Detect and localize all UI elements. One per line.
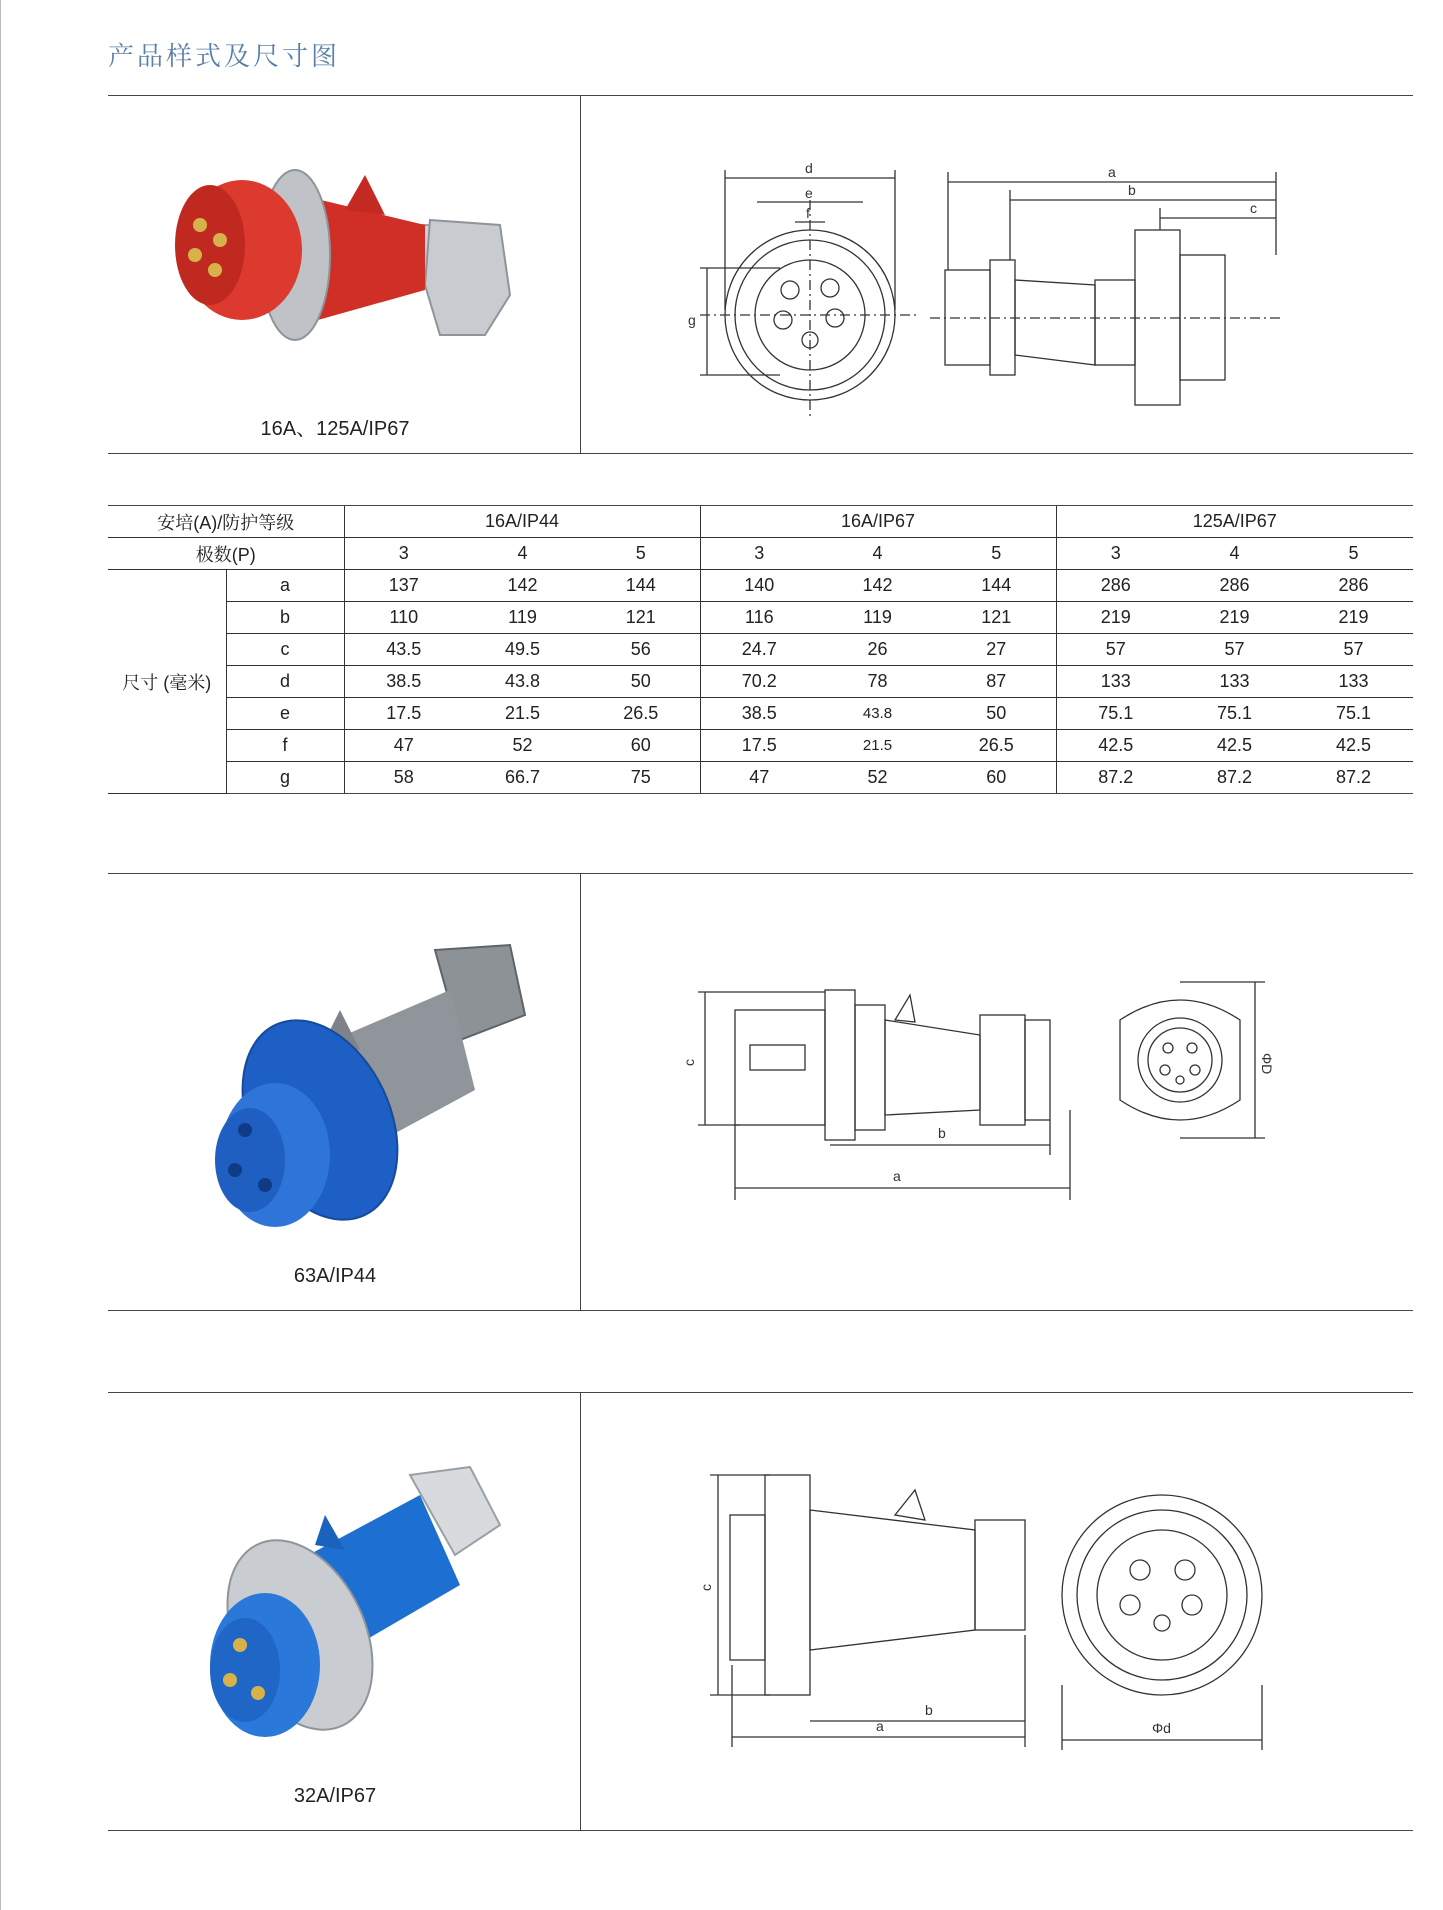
drawing-16a-125a xyxy=(680,160,1320,420)
drawing-63a xyxy=(680,960,1320,1210)
table-cell: 42.5 xyxy=(1056,730,1175,762)
poles-label: 极数(P) xyxy=(108,538,344,570)
table-cell: 50 xyxy=(582,666,700,698)
group-header: 16A/IP44 xyxy=(344,506,700,538)
row-key: d xyxy=(226,666,344,698)
pole-count: 5 xyxy=(582,538,700,570)
table-cell: 21.5 xyxy=(463,698,582,730)
table-cell: 119 xyxy=(818,602,937,634)
table-cell: 57 xyxy=(1175,634,1294,666)
table-cell: 52 xyxy=(463,730,582,762)
table-cell: 27 xyxy=(937,634,1056,666)
table-cell: 47 xyxy=(700,762,818,794)
section-1-top-rule xyxy=(108,95,1413,96)
table-row xyxy=(108,698,1413,730)
table-cell: 52 xyxy=(818,762,937,794)
dim-g-label: g xyxy=(688,312,696,328)
table-cell: 119 xyxy=(463,602,582,634)
table-header-row xyxy=(108,506,1413,538)
table-cell: 286 xyxy=(1175,570,1294,602)
table-cell: 75.1 xyxy=(1056,698,1175,730)
dim-a-label: a xyxy=(893,1168,901,1184)
red-plug-photo xyxy=(150,155,520,365)
dim-a-label: a xyxy=(876,1718,884,1734)
dim-b-label: b xyxy=(938,1125,946,1141)
table-cell: 133 xyxy=(1294,666,1413,698)
table-cell: 57 xyxy=(1056,634,1175,666)
table-cell: 56 xyxy=(582,634,700,666)
header-label: 安培(A)/防护等级 xyxy=(108,506,344,538)
table-cell: 17.5 xyxy=(344,698,463,730)
table-cell: 87.2 xyxy=(1175,762,1294,794)
section-1-divider xyxy=(580,95,581,453)
table-cell: 286 xyxy=(1294,570,1413,602)
table-cell: 60 xyxy=(937,762,1056,794)
table-cell: 17.5 xyxy=(700,730,818,762)
table-row xyxy=(108,762,1413,794)
table-cell: 142 xyxy=(818,570,937,602)
group-header: 16A/IP67 xyxy=(700,506,1056,538)
section-3-top-rule xyxy=(108,1392,1413,1393)
row-key: g xyxy=(226,762,344,794)
dim-c-label: c xyxy=(681,1059,697,1066)
table-row xyxy=(108,634,1413,666)
table-row xyxy=(108,570,1413,602)
table-cell: 47 xyxy=(344,730,463,762)
group-header: 125A/IP67 xyxy=(1056,506,1413,538)
dim-f-label: f xyxy=(806,205,810,221)
pole-count: 4 xyxy=(818,538,937,570)
table-row xyxy=(108,730,1413,762)
table-cell: 42.5 xyxy=(1294,730,1413,762)
section-1-bottom-rule xyxy=(108,453,1413,454)
table-cell: 43.8 xyxy=(818,698,937,730)
table-cell: 110 xyxy=(344,602,463,634)
drawing-32a xyxy=(670,1465,1320,1755)
table-row xyxy=(108,666,1413,698)
table-cell: 219 xyxy=(1294,602,1413,634)
dim-c-label: c xyxy=(1250,200,1257,216)
table-cell: 75.1 xyxy=(1175,698,1294,730)
table-cell: 38.5 xyxy=(344,666,463,698)
table-cell: 121 xyxy=(582,602,700,634)
table-cell: 219 xyxy=(1056,602,1175,634)
table-cell: 26.5 xyxy=(937,730,1056,762)
table-cell: 38.5 xyxy=(700,698,818,730)
table-cell: 42.5 xyxy=(1175,730,1294,762)
table-cell: 286 xyxy=(1056,570,1175,602)
pole-count: 3 xyxy=(1056,538,1175,570)
page-edge xyxy=(0,0,1,1910)
table-cell: 219 xyxy=(1175,602,1294,634)
pole-count: 5 xyxy=(1294,538,1413,570)
table-cell: 50 xyxy=(937,698,1056,730)
section-2-divider xyxy=(580,873,581,1310)
section-3-caption: 32A/IP67 xyxy=(293,1785,377,1807)
table-cell: 87 xyxy=(937,666,1056,698)
row-key: e xyxy=(226,698,344,730)
table-cell: 78 xyxy=(818,666,937,698)
table-cell: 43.8 xyxy=(463,666,582,698)
table-cell: 75 xyxy=(582,762,700,794)
table-cell: 116 xyxy=(700,602,818,634)
table-cell: 75.1 xyxy=(1294,698,1413,730)
pole-count: 4 xyxy=(1175,538,1294,570)
section-3-divider xyxy=(580,1392,581,1830)
blue-plug-32a-photo xyxy=(170,1455,510,1765)
section-3-bottom-rule xyxy=(108,1830,1413,1831)
dim-a-label: a xyxy=(1108,164,1116,180)
dim-label: 尺寸 (毫米) xyxy=(108,570,226,794)
section-2-caption: 63A/IP44 xyxy=(293,1265,377,1287)
section-2-top-rule xyxy=(108,873,1413,874)
section-2-bottom-rule xyxy=(108,1310,1413,1311)
row-key: f xyxy=(226,730,344,762)
table-cell: 133 xyxy=(1056,666,1175,698)
table-cell: 140 xyxy=(700,570,818,602)
table-cell: 58 xyxy=(344,762,463,794)
dimension-table xyxy=(108,505,1413,794)
table-cell: 49.5 xyxy=(463,634,582,666)
dim-b-label: b xyxy=(1128,182,1136,198)
row-key: c xyxy=(226,634,344,666)
table-cell: 24.7 xyxy=(700,634,818,666)
pole-count: 5 xyxy=(937,538,1056,570)
table-cell: 137 xyxy=(344,570,463,602)
table-cell: 26 xyxy=(818,634,937,666)
row-key: b xyxy=(226,602,344,634)
table-cell: 144 xyxy=(937,570,1056,602)
table-cell: 142 xyxy=(463,570,582,602)
poles-row xyxy=(108,538,1413,570)
section-1-caption: 16A、125A/IP67 xyxy=(260,418,410,440)
blue-plug-63a-photo xyxy=(170,930,540,1250)
table-cell: 26.5 xyxy=(582,698,700,730)
table-cell: 87.2 xyxy=(1056,762,1175,794)
table-cell: 70.2 xyxy=(700,666,818,698)
table-cell: 87.2 xyxy=(1294,762,1413,794)
pole-count: 3 xyxy=(700,538,818,570)
page-title: 产品样式及尺寸图 xyxy=(108,42,341,72)
table-cell: 43.5 xyxy=(344,634,463,666)
dim-phid-label: ΦD xyxy=(1259,1053,1275,1075)
table-row xyxy=(108,602,1413,634)
table-cell: 60 xyxy=(582,730,700,762)
dim-c-label: c xyxy=(698,1584,714,1591)
dim-b-label: b xyxy=(925,1702,933,1718)
table-cell: 57 xyxy=(1294,634,1413,666)
table-cell: 21.5 xyxy=(818,730,937,762)
table-cell: 66.7 xyxy=(463,762,582,794)
dim-e-label: e xyxy=(805,185,813,201)
pole-count: 4 xyxy=(463,538,582,570)
pole-count: 3 xyxy=(344,538,463,570)
table-cell: 144 xyxy=(582,570,700,602)
table-cell: 133 xyxy=(1175,666,1294,698)
dim-d-label: d xyxy=(805,160,813,176)
dim-phid-label: Φd xyxy=(1152,1720,1171,1736)
row-key: a xyxy=(226,570,344,602)
table-cell: 121 xyxy=(937,602,1056,634)
